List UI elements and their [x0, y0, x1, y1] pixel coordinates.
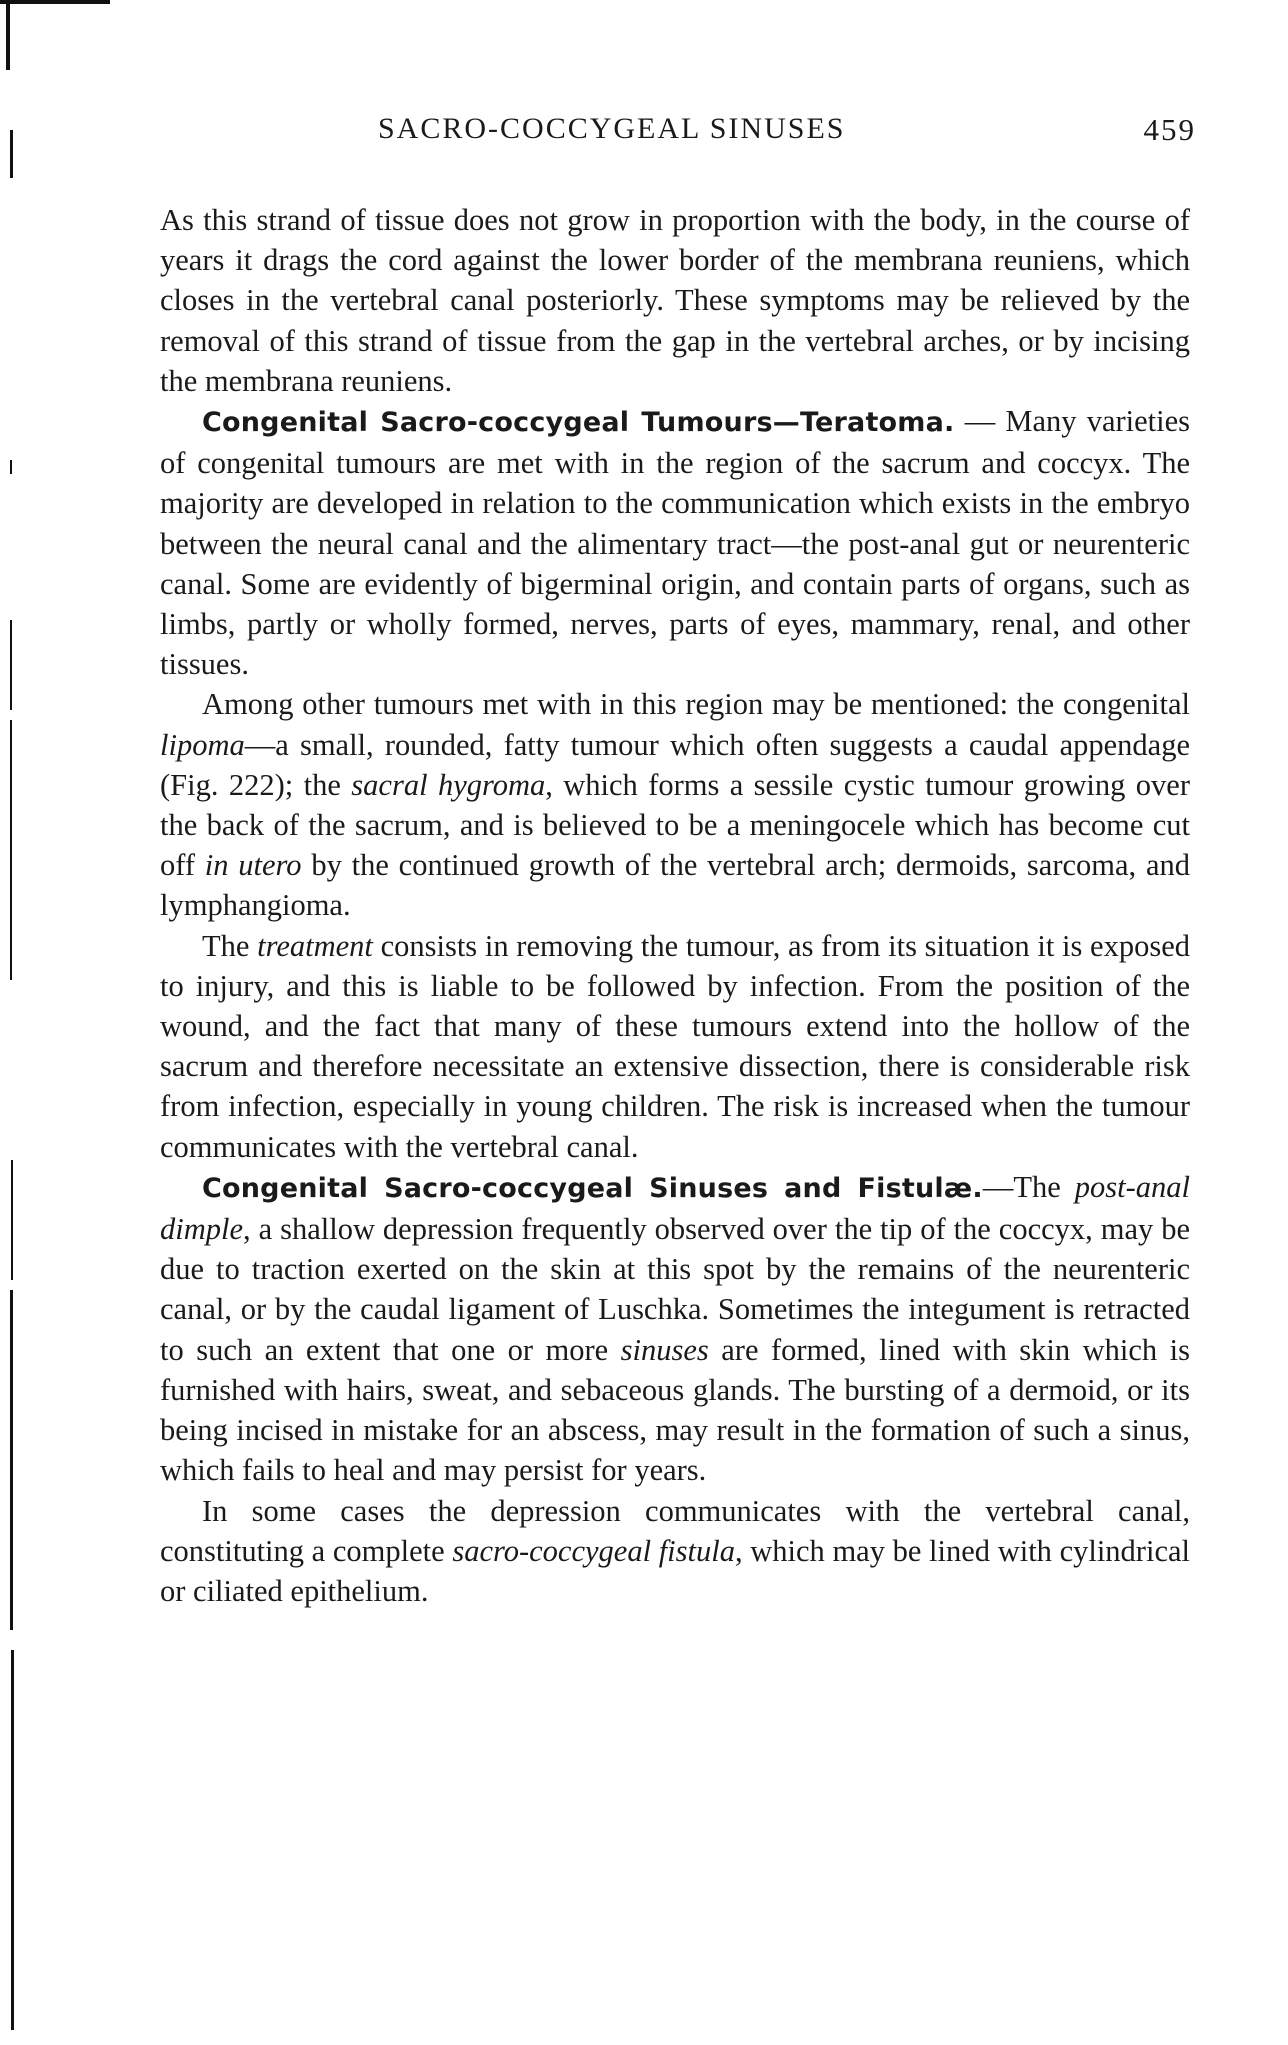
- paragraph-5: [160, 1167, 1190, 1491]
- paragraph-2: [160, 401, 1190, 684]
- term-in-utero: in utero: [204, 848, 302, 883]
- scan-edge-top: [0, 0, 110, 4]
- page-header: [378, 112, 1196, 160]
- section-heading-sinuses: Congenital Sacro-coccygeal Sinuses and Fistulæ.: [202, 1172, 983, 1204]
- scan-edge-line-1: [10, 620, 12, 710]
- scan-edge-line-5: [11, 1650, 14, 2030]
- page-number: 459: [1143, 112, 1196, 147]
- paragraph-3-text-c: , which forms a sessile cystic tumour growing over the back of the sacrum, and is believed to be a meningocele which has become cut off: [160, 767, 1190, 883]
- scan-edge-left-corner: [6, 0, 10, 70]
- running-title: SACRO-COCCYGEAL SINUSES: [378, 112, 846, 145]
- term-sacro-coccygeal-fistula: sacro-coccygeal fistula: [452, 1533, 735, 1568]
- paragraph-6-text-b: , which may be lined with cylindrical or ciliated epithelium.: [160, 1533, 1190, 1608]
- scan-edge-line-3: [11, 1160, 13, 1280]
- term-sinuses: sinuses: [620, 1332, 709, 1367]
- term-lipoma: lipoma: [160, 727, 245, 762]
- paragraph-1-text: As this strand of tissue does not grow in proportion with the body, in the course of years it drags the cord against the lower border of the membrana reuniens, which closes in the vertebral canal posteriorly. These symptoms may be relieved by the removal of this strand of tissue from the gap in the vertebral arches, or by incising the membrana reuniens.: [160, 203, 1190, 398]
- term-sacral-hygroma: sacral hygroma: [351, 767, 546, 802]
- term-post-anal-dimple: post-anal dimple: [160, 1169, 1190, 1247]
- term-treatment: treatment: [257, 928, 373, 963]
- paragraph-6: [160, 1491, 1190, 1612]
- scan-edge-line-4: [10, 1290, 13, 1630]
- paragraph-3-text-a: Among other tumours met with in this region may be mentioned: the congenital: [202, 687, 1190, 722]
- paragraph-5-text-c: are formed, lined with skin which is furnished with hairs, sweat, and sebaceous glands. The bursting of a dermoid, or its being incised in mistake for an abscess, may result in the formation of such a sinus, which fails to heal and may persist for years.: [160, 1332, 1190, 1488]
- paragraph-5-text-b: , a shallow depression frequently observed over the tip of the coccyx, may be due to traction exerted on the skin at this spot by the remains of the neurenteric canal, or by the caudal ligament of Luschka. Sometimes the integument is retracted to such an extent that one or more: [160, 1212, 1190, 1367]
- paragraph-4-text-a: The: [202, 928, 258, 963]
- paragraph-3-text-b: —a small, rounded, fatty tumour which often suggests a caudal appendage (Fig. 222); the: [160, 727, 1190, 802]
- paragraph-4-text-b: consists in removing the tumour, as from its situation it is exposed to injury, and this is liable to be followed by infection. From the position of the wound, and the fact that many of these tumours extend into the hollow of the sacrum and therefore necessitate an extensive dissection, there is considerable risk from infection, especially in young children. The risk is increased when the tumour communicates with the vertebral canal.: [160, 928, 1191, 1164]
- section-heading-teratoma: Congenital Sacro-coccygeal Tumours—Teratoma.: [202, 407, 955, 439]
- body-text: [160, 200, 1190, 1611]
- paragraph-1: [160, 200, 1190, 401]
- paragraph-5-text-a: —The: [982, 1169, 1075, 1204]
- scan-edge-line-2: [10, 720, 12, 980]
- paragraph-4: [160, 926, 1190, 1167]
- paragraph-3: [160, 684, 1190, 925]
- paragraph-3-text-d: by the continued growth of the vertebral arch; dermoids, sarcoma, and lymphangioma.: [160, 848, 1190, 923]
- paragraph-2-text: — Many varieties of congenital tumours are met with in the region of the sacrum and coccyx. The majority are developed in relation to the communication which exists in the embryo between the neural canal and the alimentary tract—the post-anal gut or neurenteric canal. Some are evidently of bigerminal origin, and contain parts of organs, such as limbs, partly or wholly formed, nerves, parts of eyes, mammary, renal, and other tissues.: [160, 404, 1190, 682]
- paragraph-6-text-a: In some cases the depression communicates with the vertebral canal, constituting a complete: [160, 1493, 1190, 1568]
- scan-edge-mark-2: [10, 460, 12, 474]
- scan-edge-mark-1: [10, 130, 13, 178]
